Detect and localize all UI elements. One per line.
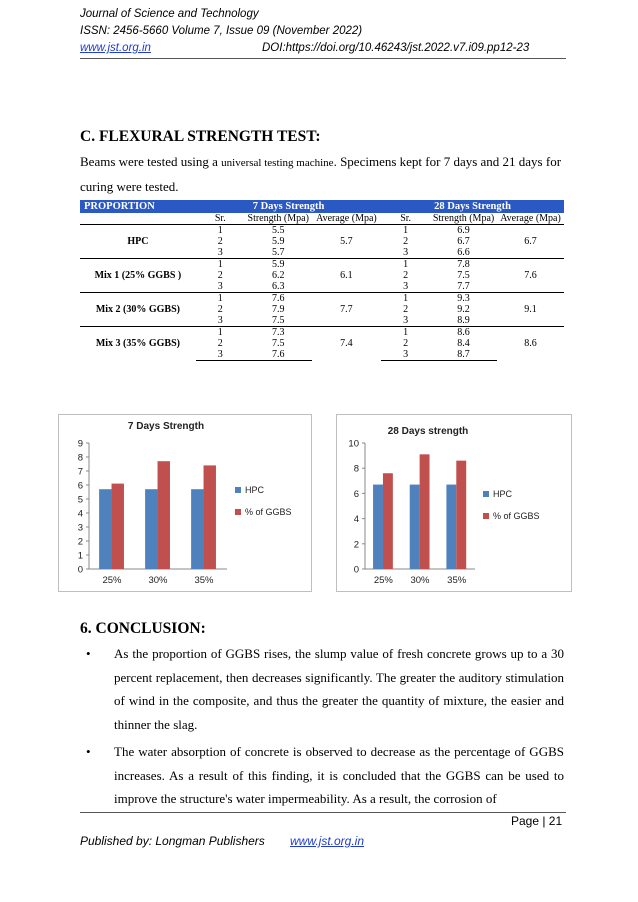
publisher: Published by: Longman Publishers bbox=[80, 834, 265, 848]
sr-cell: 3 bbox=[403, 281, 409, 292]
subheader-sr: Sr. bbox=[381, 213, 430, 225]
subheader-average: Average (Mpa) bbox=[312, 213, 382, 225]
chart-title: 7 Days Strength bbox=[127, 421, 205, 432]
y-tick-label: 0 bbox=[353, 564, 359, 576]
legend-swatch bbox=[235, 509, 241, 515]
legend-label: HPC bbox=[245, 485, 265, 495]
bar-ggbs bbox=[158, 461, 170, 569]
bar-ggbs bbox=[420, 454, 430, 569]
legend-swatch bbox=[483, 513, 489, 519]
x-tick-label: 25% bbox=[102, 575, 122, 586]
strength-cell: 7.5 bbox=[271, 315, 285, 326]
x-tick-label: 30% bbox=[410, 575, 430, 586]
sr-cell: 3 bbox=[217, 281, 223, 292]
strength-cell: 7.5 bbox=[271, 338, 285, 349]
y-tick-label: 0 bbox=[77, 564, 83, 576]
header-7-days: 7 Days Strength bbox=[196, 200, 381, 213]
sr-cell: 1 bbox=[381, 293, 430, 305]
proportion-cell: Mix 1 (25% GGBS ) bbox=[80, 259, 196, 293]
strength-cell: 5.9 bbox=[271, 236, 285, 247]
strength-cell: 7.8 bbox=[430, 259, 497, 271]
subheader-strength: Strength (Mpa) bbox=[245, 213, 312, 225]
table-row bbox=[80, 293, 564, 305]
subheader-average: Average (Mpa) bbox=[497, 213, 564, 225]
y-tick-label: 3 bbox=[77, 522, 83, 534]
conclusion-list bbox=[80, 642, 564, 815]
strength-cell: 6.6 bbox=[457, 247, 470, 258]
chart-7-days-svg bbox=[59, 415, 311, 591]
average-cell: 6.7 bbox=[497, 225, 564, 259]
proportion-cell: HPC bbox=[80, 225, 196, 259]
y-tick-label: 4 bbox=[353, 514, 359, 526]
x-tick-label: 30% bbox=[148, 575, 168, 586]
table-row bbox=[80, 225, 564, 237]
average-cell: 8.6 bbox=[497, 327, 564, 361]
y-tick-label: 7 bbox=[77, 466, 83, 478]
table-row bbox=[80, 259, 564, 271]
bar-ggbs bbox=[456, 461, 466, 569]
y-tick-label: 2 bbox=[353, 539, 359, 551]
strength-cell: 7.6 bbox=[245, 293, 312, 305]
legend-label: % of GGBS bbox=[493, 511, 540, 521]
strength-cell: 7.3 bbox=[245, 327, 312, 339]
strength-cell: 7.6 bbox=[245, 349, 312, 361]
sr-cell: 2 bbox=[217, 270, 223, 281]
subheader-strength: Strength (Mpa) bbox=[430, 213, 497, 225]
bar-ggbs bbox=[204, 465, 216, 569]
y-tick-label: 8 bbox=[77, 452, 83, 464]
chart-title: 28 Days strength bbox=[387, 426, 469, 437]
sr-cell: 2 bbox=[217, 304, 223, 315]
y-tick-label: 1 bbox=[77, 550, 83, 562]
average-cell: 7.7 bbox=[312, 293, 382, 327]
x-tick-label: 25% bbox=[373, 575, 393, 586]
legend-swatch bbox=[483, 491, 489, 497]
strength-cell: 6.2 bbox=[271, 270, 285, 281]
legend-label: % of GGBS bbox=[245, 507, 292, 517]
chart-28-days-svg bbox=[337, 415, 571, 591]
strength-cell: 7.9 bbox=[271, 304, 285, 315]
proportion-cell: Mix 3 (35% GGBS) bbox=[80, 327, 196, 361]
x-tick-label: 35% bbox=[194, 575, 214, 586]
bar-ggbs bbox=[112, 484, 124, 569]
chart-28-days bbox=[336, 414, 572, 592]
proportion-cell: Mix 2 (30% GGBS) bbox=[80, 293, 196, 327]
bullet-icon: • bbox=[86, 744, 91, 759]
strength-cell: 6.9 bbox=[430, 225, 497, 237]
sr-cell: 3 bbox=[403, 315, 409, 326]
sr-cell: 2 bbox=[217, 236, 223, 247]
sr-cell: 2 bbox=[217, 338, 223, 349]
sr-cell: 2 bbox=[403, 236, 409, 247]
sr-cell: 1 bbox=[196, 259, 245, 271]
sr-cell: 1 bbox=[196, 225, 245, 237]
strength-cell: 6.3 bbox=[271, 281, 285, 292]
bar-hpc bbox=[410, 485, 420, 569]
average-cell: 9.1 bbox=[497, 293, 564, 327]
sr-cell: 1 bbox=[381, 225, 430, 237]
legend-label: HPC bbox=[493, 489, 513, 499]
y-tick-label: 4 bbox=[77, 508, 83, 520]
chart-7-days bbox=[58, 414, 312, 592]
bullet-text: As the proportion of GGBS rises, the slump value of fresh concrete grows up to a 30 percent replacement, then decreases significantly. The greater the auditory stimulation of wind in the composite, and thus the greater the quantity of mixture, the easier and thinner the slag. bbox=[114, 646, 564, 732]
sr-cell: 2 bbox=[403, 304, 409, 315]
strength-cell: 5.7 bbox=[271, 247, 285, 258]
sr-cell: 2 bbox=[403, 338, 409, 349]
journal-site-link[interactable]: www.jst.org.in bbox=[80, 42, 151, 54]
conclusion-heading: 6. CONCLUSION: bbox=[80, 620, 206, 637]
bar-hpc bbox=[99, 489, 111, 569]
strength-cell: 5.9 bbox=[245, 259, 312, 271]
table-row bbox=[80, 327, 564, 339]
y-tick-label: 9 bbox=[77, 438, 83, 450]
header-proportion: PROPORTION bbox=[80, 200, 196, 213]
paragraph-text-a: Beams were tested using a bbox=[80, 154, 222, 169]
bar-hpc bbox=[191, 489, 203, 569]
bar-hpc bbox=[145, 489, 157, 569]
strength-cell: 9.3 bbox=[430, 293, 497, 305]
sr-cell: 3 bbox=[217, 247, 223, 258]
sr-cell: 3 bbox=[196, 349, 245, 361]
page-number: Page | 21 bbox=[511, 814, 563, 828]
average-cell: 6.1 bbox=[312, 259, 382, 293]
header-rule bbox=[80, 58, 566, 59]
journal-title: Journal of Science and Technology bbox=[80, 8, 259, 20]
strength-cell: 5.5 bbox=[245, 225, 312, 237]
average-cell: 7.6 bbox=[497, 259, 564, 293]
subheader-sr: Sr. bbox=[196, 213, 245, 225]
strength-cell: 8.7 bbox=[430, 349, 497, 361]
strength-cell: 7.5 bbox=[457, 270, 470, 281]
footer-site-link[interactable]: www.jst.org.in bbox=[290, 834, 365, 848]
strength-cell: 8.9 bbox=[457, 315, 470, 326]
list-item bbox=[80, 740, 564, 811]
y-tick-label: 6 bbox=[77, 480, 83, 492]
section-heading: C. FLEXURAL STRENGTH TEST: bbox=[80, 128, 321, 145]
header-28-days: 28 Days Strength bbox=[381, 200, 564, 213]
bar-hpc bbox=[373, 485, 383, 569]
paragraph-text-c: . Specimens kept for 7 days and 21 days for bbox=[333, 154, 562, 169]
legend-swatch bbox=[235, 487, 241, 493]
sr-cell: 1 bbox=[381, 327, 430, 339]
bar-ggbs bbox=[383, 473, 393, 569]
sr-cell: 1 bbox=[196, 293, 245, 305]
y-tick-label: 2 bbox=[77, 536, 83, 548]
subheader-blank bbox=[80, 213, 196, 225]
section-paragraph bbox=[80, 150, 566, 199]
strength-cell: 9.2 bbox=[457, 304, 470, 315]
paragraph-text-line2: curing were tested. bbox=[80, 179, 179, 194]
sr-cell: 2 bbox=[403, 270, 409, 281]
sr-cell: 1 bbox=[196, 327, 245, 339]
list-item bbox=[80, 642, 564, 736]
doi-line: DOI:https://doi.org/10.46243/jst.2022.v7.i09.pp12-23 bbox=[262, 42, 530, 54]
strength-cell: 8.4 bbox=[457, 338, 470, 349]
y-tick-label: 8 bbox=[353, 463, 359, 475]
sr-cell: 3 bbox=[217, 315, 223, 326]
strength-cell: 7.7 bbox=[457, 281, 470, 292]
sr-cell: 3 bbox=[403, 247, 409, 258]
y-tick-label: 10 bbox=[348, 438, 359, 450]
y-tick-label: 5 bbox=[77, 494, 83, 506]
strength-cell: 6.7 bbox=[457, 236, 470, 247]
average-cell: 5.7 bbox=[312, 225, 382, 259]
issn-line: ISSN: 2456-5660 Volume 7, Issue 09 (November 2022) bbox=[80, 25, 363, 37]
x-tick-label: 35% bbox=[447, 575, 467, 586]
strength-table bbox=[80, 200, 564, 361]
sr-cell: 1 bbox=[381, 259, 430, 271]
bullet-icon: • bbox=[86, 646, 91, 661]
y-tick-label: 6 bbox=[353, 488, 359, 500]
sr-cell: 3 bbox=[381, 349, 430, 361]
footer-rule bbox=[80, 812, 566, 813]
bar-hpc bbox=[446, 485, 456, 569]
average-cell: 7.4 bbox=[312, 327, 382, 361]
paragraph-text-b: universal testing machine bbox=[221, 157, 334, 169]
bullet-text: The water absorption of concrete is observed to decrease as the percentage of GGBS increases. As a result of this finding, it is concluded that the GGBS can be used to improve the structure's water impermeability. As a result, the corrosion of bbox=[114, 744, 564, 806]
strength-cell: 8.6 bbox=[430, 327, 497, 339]
